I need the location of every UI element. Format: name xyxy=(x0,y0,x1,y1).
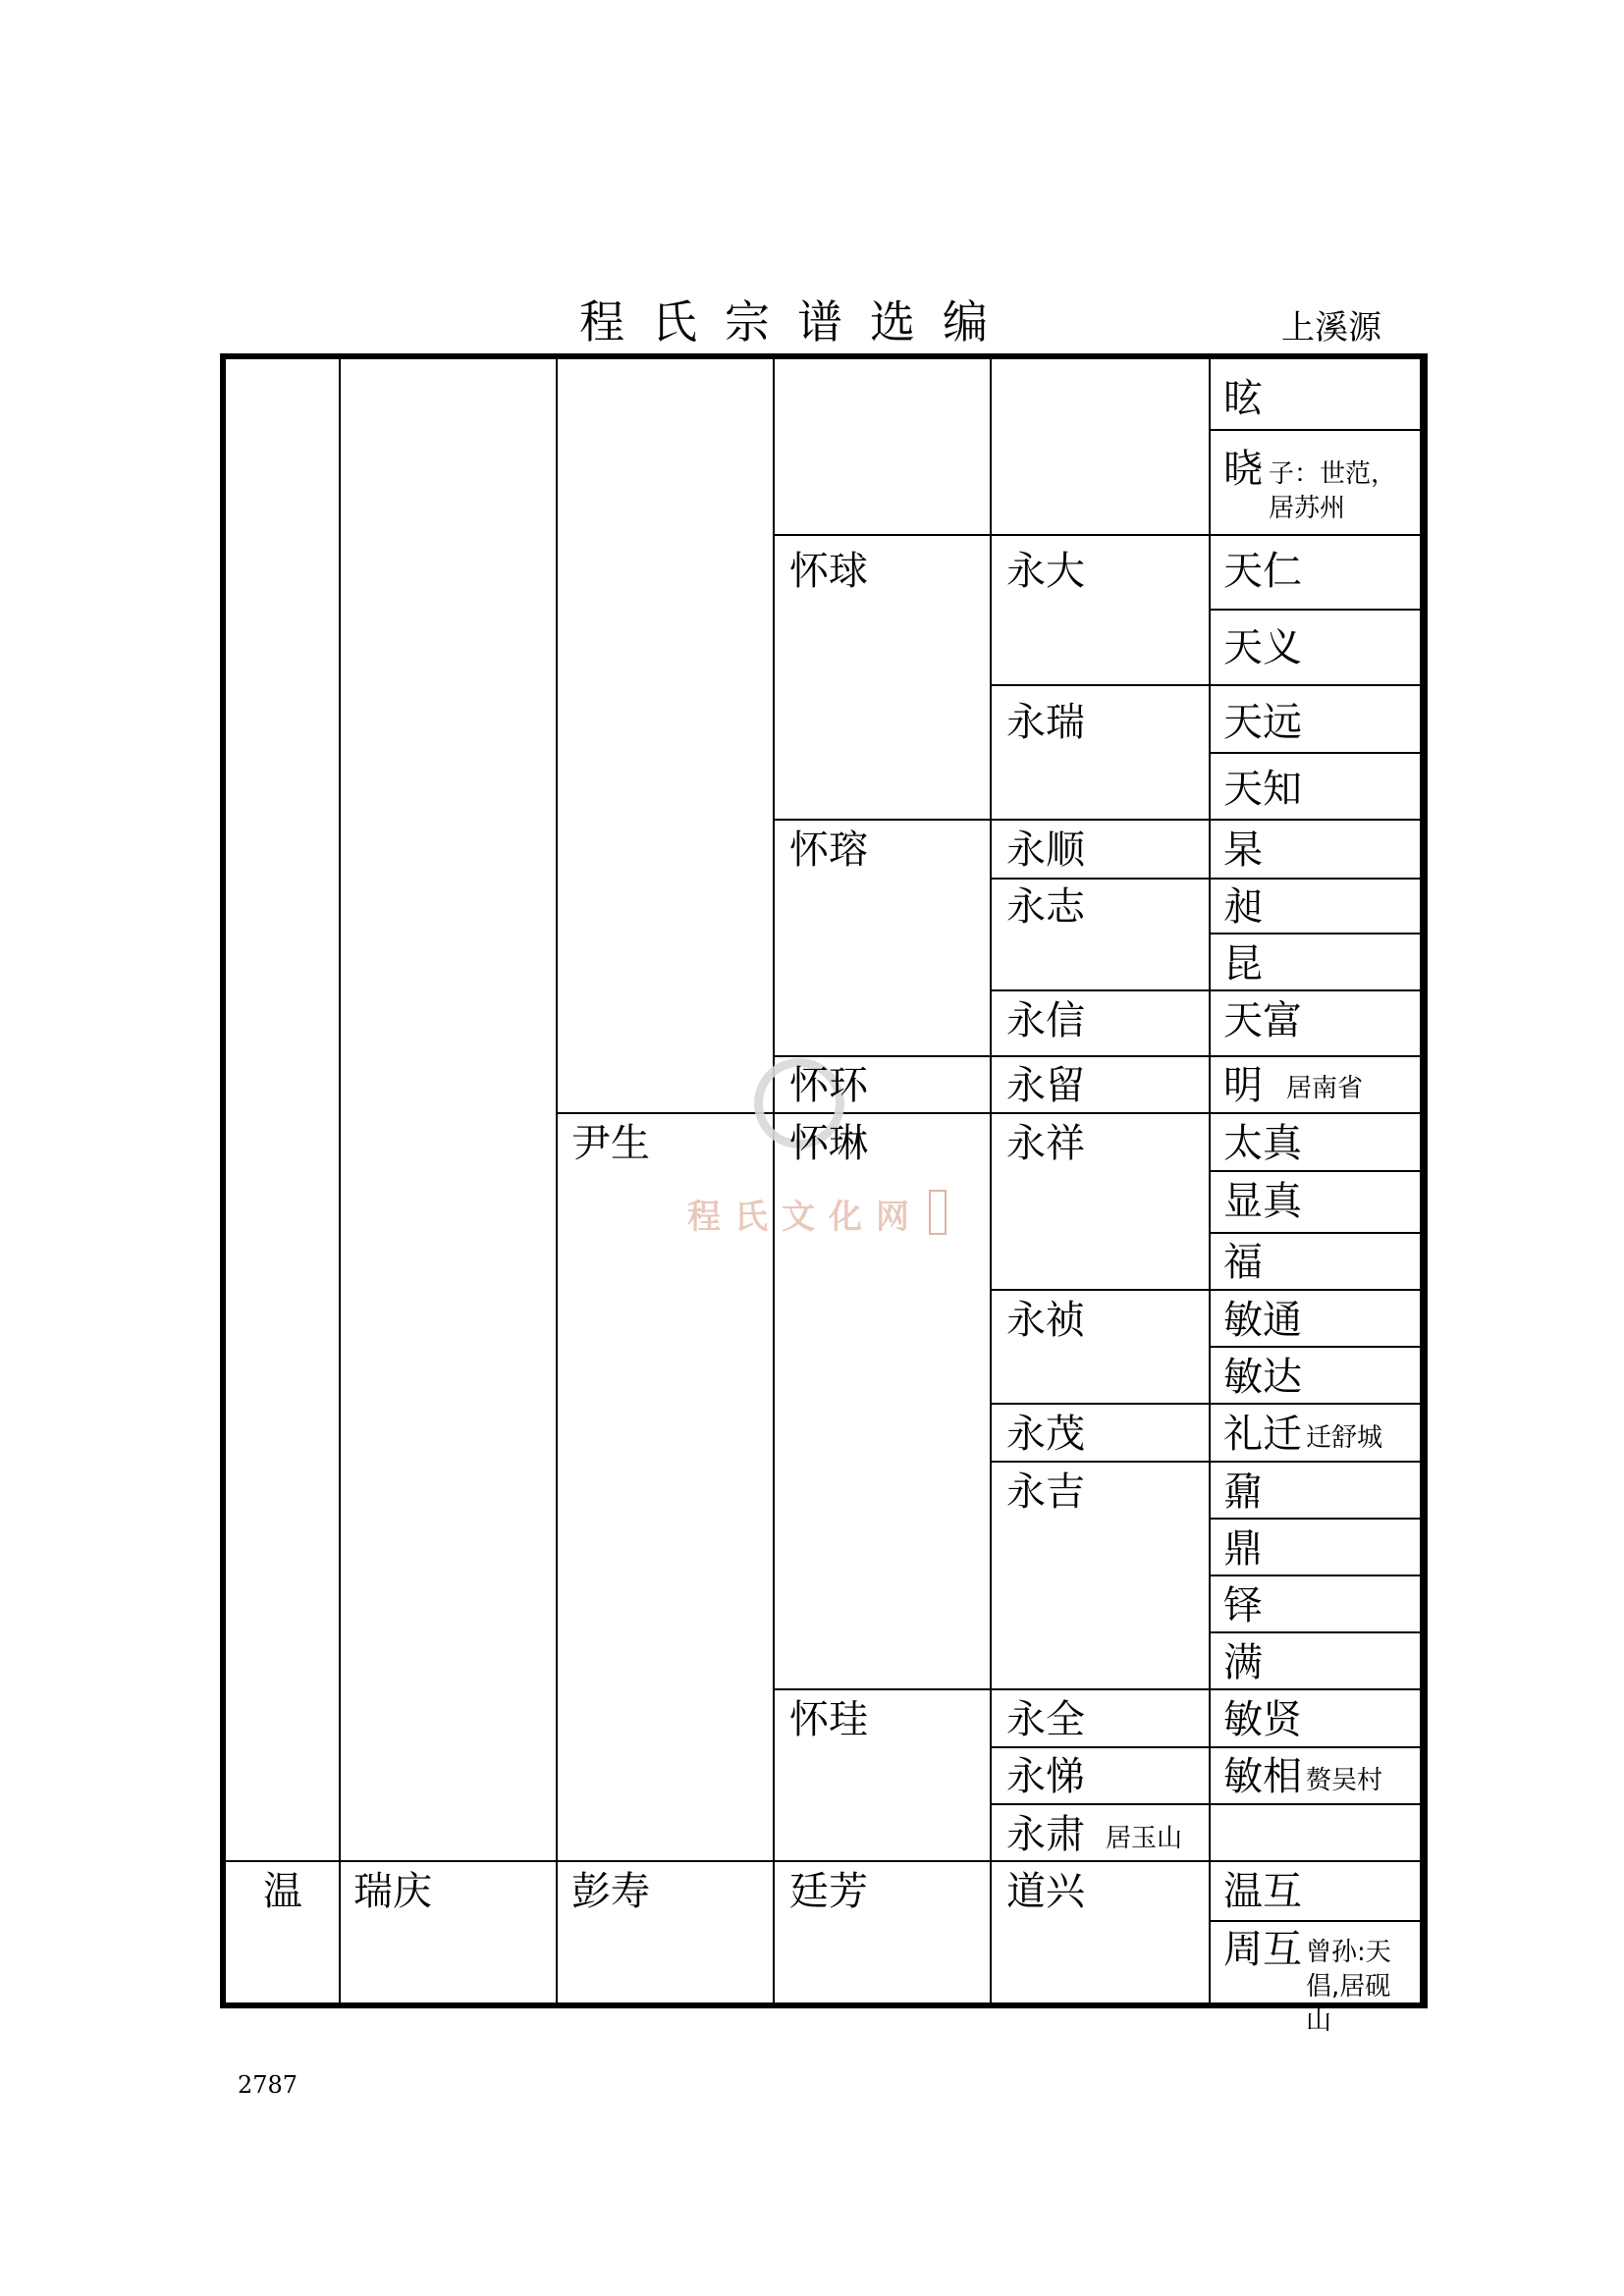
column-line-5 xyxy=(1209,357,1211,2004)
row-line xyxy=(1209,1346,1420,1348)
name-cell: 尹生 xyxy=(571,1121,650,1166)
name-cell: 敏贤 xyxy=(1223,1697,1302,1742)
name-note: 居南省 xyxy=(1286,1074,1364,1103)
name-cell: 太真 xyxy=(1223,1121,1302,1166)
name-cell: 廷芳 xyxy=(789,1869,868,1914)
name-cell: 昆 xyxy=(1223,941,1263,987)
watermark-text: 程氏文化网 xyxy=(687,1198,923,1237)
row-line xyxy=(1209,1170,1420,1172)
name-cell: 永大 xyxy=(1006,549,1085,594)
row-line xyxy=(556,1112,1420,1114)
row-line xyxy=(1209,1232,1420,1234)
row-line xyxy=(773,819,1420,821)
name-cell: 敏相 xyxy=(1223,1754,1302,1799)
name-cell: 天知 xyxy=(1223,767,1302,812)
name-note: 曾孙:天倡,居砚山 xyxy=(1306,1938,1391,2037)
column-line-6 xyxy=(1420,357,1422,2004)
name-cell: 永吉 xyxy=(1006,1469,1085,1515)
row-line xyxy=(773,1055,1420,1057)
column-line-4 xyxy=(990,357,992,2004)
document-title: 程氏宗谱选编 xyxy=(579,295,1015,348)
name-cell: 礼迁 xyxy=(1223,1412,1302,1457)
name-cell: 铎 xyxy=(1223,1583,1263,1629)
name-cell: 鼐 xyxy=(1223,1469,1263,1515)
name-cell: 杲 xyxy=(1223,828,1263,873)
page-number: 2787 xyxy=(238,2071,298,2099)
row-line xyxy=(990,1803,1420,1805)
lineage-source-label: 上溪源 xyxy=(1281,308,1381,347)
row-line xyxy=(773,534,1420,536)
name-cell: 瑞庆 xyxy=(353,1869,432,1914)
row-line xyxy=(990,878,1420,880)
name-cell: 永顺 xyxy=(1006,828,1085,873)
name-cell: 显真 xyxy=(1223,1179,1302,1224)
row-line xyxy=(220,1860,1424,1862)
name-cell: 道兴 xyxy=(1006,1869,1085,1914)
row-line xyxy=(1209,609,1420,611)
row-line xyxy=(990,1461,1420,1463)
name-cell: 满 xyxy=(1223,1640,1263,1685)
name-cell: 永瑞 xyxy=(1006,700,1085,745)
row-line xyxy=(1209,1575,1420,1576)
name-cell: 怀环 xyxy=(789,1063,868,1108)
name-cell: 温互 xyxy=(1223,1869,1302,1914)
name-cell: 彭寿 xyxy=(571,1869,650,1914)
row-line xyxy=(773,1688,1420,1690)
name-cell: 怀球 xyxy=(789,549,868,594)
name-cell: 永茂 xyxy=(1006,1412,1085,1457)
name-note: 居玉山 xyxy=(1106,1824,1183,1853)
name-note: 迁舒城 xyxy=(1306,1423,1383,1453)
name-cell: 永悌 xyxy=(1006,1754,1085,1799)
name-cell: 怀琳 xyxy=(789,1121,868,1166)
name-note: 赘吴村 xyxy=(1306,1766,1383,1795)
row-line xyxy=(990,1403,1420,1405)
name-cell: 昶 xyxy=(1223,884,1263,930)
name-cell: 天远 xyxy=(1223,700,1302,745)
name-cell: 永全 xyxy=(1006,1697,1085,1742)
name-cell: 鼎 xyxy=(1223,1526,1263,1572)
name-cell: 永祥 xyxy=(1006,1121,1085,1166)
name-cell: 温 xyxy=(263,1869,302,1914)
name-cell: 周互 xyxy=(1223,1927,1302,1972)
watermark-stamp-icon xyxy=(929,1190,947,1235)
row-line xyxy=(1209,429,1420,431)
name-cell: 怀珪 xyxy=(789,1697,868,1742)
name-cell: 永留 xyxy=(1006,1063,1085,1108)
name-cell: 永志 xyxy=(1006,884,1085,930)
name-cell: 明 xyxy=(1223,1063,1263,1108)
name-cell: 晓 xyxy=(1223,447,1263,492)
row-line xyxy=(1209,752,1420,754)
name-cell: 怀瑢 xyxy=(789,828,868,873)
row-line xyxy=(990,989,1420,991)
column-line-1 xyxy=(339,357,341,2004)
name-cell: 昡 xyxy=(1223,376,1263,421)
name-cell: 天仁 xyxy=(1223,549,1302,594)
row-line xyxy=(1209,933,1420,934)
row-line xyxy=(1209,1920,1420,1922)
name-cell: 永祯 xyxy=(1006,1298,1085,1343)
name-cell: 敏通 xyxy=(1223,1298,1302,1343)
name-cell: 永信 xyxy=(1006,998,1085,1043)
column-line-2 xyxy=(556,357,558,2004)
row-line xyxy=(990,684,1420,686)
row-line xyxy=(1209,1518,1420,1520)
row-line xyxy=(1209,1631,1420,1633)
row-line xyxy=(990,1746,1420,1748)
name-note: 子：世范，居苏州 xyxy=(1269,459,1397,524)
name-cell: 敏达 xyxy=(1223,1355,1302,1400)
name-cell: 永肃 xyxy=(1006,1812,1085,1857)
name-cell: 天富 xyxy=(1223,998,1302,1043)
name-cell: 福 xyxy=(1223,1240,1263,1285)
row-line xyxy=(990,1289,1420,1291)
name-cell: 天义 xyxy=(1223,625,1302,670)
column-line-3 xyxy=(773,357,775,2004)
